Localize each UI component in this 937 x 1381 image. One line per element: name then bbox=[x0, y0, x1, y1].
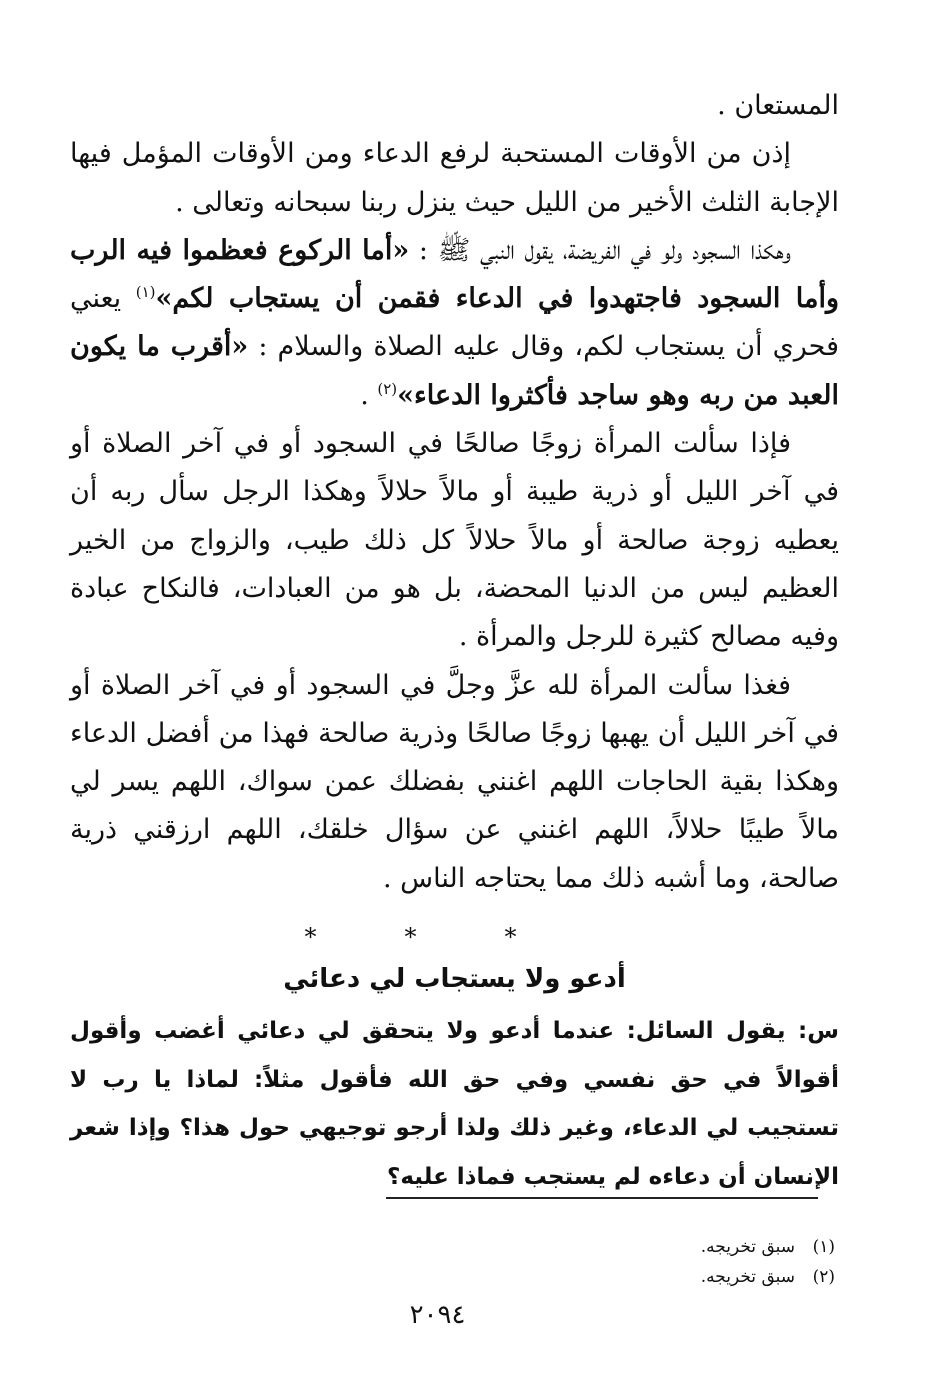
footnote-ref-2: (٢) bbox=[377, 379, 398, 398]
section-title: أدعو ولا يستجاب لي دعائي bbox=[283, 964, 626, 995]
question-block bbox=[70, 1007, 839, 1201]
hadith-quote-2: «أقرب ما يكون العبد من ربه وهو ساجد فأكثروا الدعاء» bbox=[70, 331, 839, 411]
footnote-2 bbox=[701, 1262, 835, 1292]
paragraph-4: فإذا سألت المرأة زوجًا صالحًا في السجود أو في آخر الصلاة أو في آخر الليل أو ذرية طيبة أو مالاً حلالاً وهكذا الرجل سأل ربه أن يعطيه زوجة صالحة أو مالاً حلالاً كل ذلك طيب، والزواج من الخير العظيم ليس من الدنيا المحضة، بل هو من العبادات، فالنكاح عبادة وفيه مصالح كثيرة للرجل والمرأة . bbox=[70, 428, 839, 653]
page-number: ٢٠٩٤ bbox=[409, 1300, 466, 1330]
footnote-ref-1: (١) bbox=[135, 283, 156, 302]
separator-star: * bbox=[404, 923, 461, 952]
paragraph-5: فغذا سألت المرأة لله عزَّ وجلَّ في السجود أو في آخر الصلاة أو في آخر الليل أن يهبها زوجًا صالحًا وذرية صالحة فهذا من أفضل الدعاء وهكذا بقية الحاجات اللهم اغنني بفضلك عمن سواك، اللهم يسر لي مالاً طيبًا حلالاً، اللهم اغنني عن سؤال خلقك، اللهم ارزقني ذرية صالحة، وما أشبه ذلك مما يحتاجه الناس . bbox=[70, 669, 839, 894]
footnote-1 bbox=[701, 1232, 835, 1262]
separator-star: * bbox=[304, 923, 361, 952]
footnote-number: (٢) bbox=[812, 1267, 835, 1287]
paragraph-1: المستعان . bbox=[717, 90, 839, 121]
footnote-number: (١) bbox=[812, 1237, 835, 1257]
paragraph-2: إذن من الأوقات المستحبة لرفع الدعاء ومن الأوقات المؤمل فيها الإجابة الثلث الأخير من الليل حيث ينزل ربنا سبحانه وتعالى . bbox=[70, 138, 839, 218]
hadith-quote-1: «أما الركوع فعظموا فيه الرب وأما السجود فاجتهدوا في الدعاء فقمن أن يستجاب لكم» bbox=[70, 234, 839, 315]
paragraph-3-intro: وهكذا السجود ولو في الفريضة، يقول النبي ﷺ : bbox=[409, 234, 791, 266]
footnote-divider bbox=[386, 1197, 818, 1199]
section-separator bbox=[70, 923, 839, 951]
paragraph-3-end: . bbox=[360, 379, 378, 411]
footnote-text: سبق تخريجه. bbox=[700, 1267, 795, 1287]
footnotes bbox=[701, 1232, 835, 1292]
footnote-text: سبق تخريجه. bbox=[700, 1237, 795, 1257]
question-text: س: يقول السائل: عندما أدعو ولا يتحقق لي دعائي أغضب وأقول أقوالاً في حق نفسي وفي حق الله فأقول مثلاً: لماذا يا رب لا تستجيب لي الدعاء، وغير ذلك ولذا أرجو توجيهي حول هذا؟ وإذا شعر الإنسان أن دعاءه لم يستجب فماذا عليه؟ bbox=[70, 1018, 839, 1190]
paragraph-3-middle: يعني فحري أن يستجاب لكم، وقال عليه الصلاة والسلام : bbox=[70, 283, 840, 363]
separator-star: * bbox=[504, 923, 561, 952]
paragraph-3 bbox=[70, 227, 839, 420]
body-text bbox=[70, 82, 839, 903]
